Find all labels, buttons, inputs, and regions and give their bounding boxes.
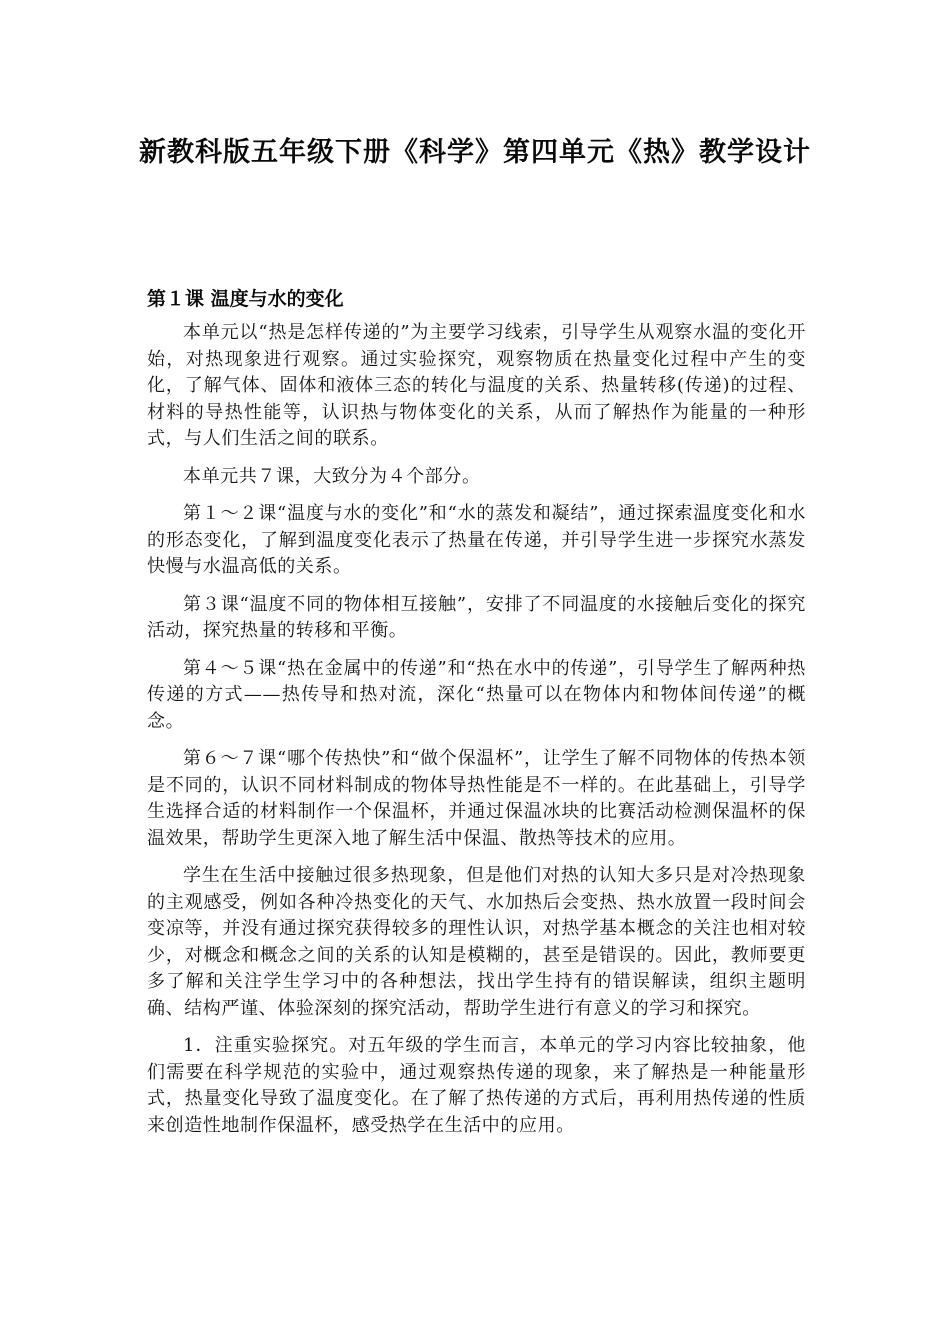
paragraph: 1．注重实验探究。对五年级的学生而言，本单元的学习内容比较抽象，他们需要在科学规范的实验中，通过观察热传递的现象，来了解热是一种能量形式，热量变化导致了温度变化。在了解了热传递的方式后，再利用热传递的性质来创造性地制作保温杯，感受热学在生活中的应用。	[147, 1035, 806, 1136]
document-body	[147, 320, 806, 1150]
paragraph: 本单元以“热是怎样传递的”为主要学习线索，引导学生从观察水温的变化开始，对热现象进行观察。通过实验探究，观察物质在热量变化过程中产生的变化，了解气体、固体和液体三态的转化与温度的关系、热量转移(传递)的过程、材料的导热性能等，认识热与物体变化的关系，从而了解热作为能量的一种形式，与人们生活之间的联系。	[147, 322, 806, 449]
paragraph: 第３课“温度不同的物体相互接触”，安排了不同温度的水接触后变化的探究活动，探究热量的转移和平衡。	[147, 593, 806, 641]
paragraph: 第１～２课“温度与水的变化”和“水的蒸发和凝结”，通过探索温度变化和水的形态变化，了解到温度变化表示了热量在传递，并引导学生进一步探究水蒸发快慢与水温高低的关系。	[147, 503, 806, 577]
paragraph: 本单元共７课，大致分为４个部分。	[183, 465, 481, 487]
document-title: 新教科版五年级下册《科学》第四单元《热》教学设计	[139, 137, 811, 168]
lesson-heading: 第１课 温度与水的变化	[147, 288, 344, 310]
paragraph: 第６～７课“哪个传热快”和“做个保温杯”，让学生了解不同物体的传热本领是不同的，认识不同材料制成的物体导热性能是不一样的。在此基础上，引导学生选择合适的材料制作一个保温杯，并通过保温冰块的比赛活动检测保温杯的保温效果，帮助学生更深入地了解生活中保温、散热等技术的应用。	[147, 748, 806, 849]
paragraph: 学生在生活中接触过很多热现象，但是他们对热的认知大多只是对冷热现象的主观感受，例如各种冷热变化的天气、水加热后会变热、热水放置一段时间会变凉等，并没有通过探究获得较多的理性认识，对热学基本概念的关注也相对较少，对概念和概念之间的关系的认知是模糊的，甚至是错误的。因此，教师要更多了解和关注学生学习中的各种想法，找出学生持有的错误解读，组织主题明确、结构严谨、体验深刻的探究活动，帮助学生进行有意义的学习和探究。	[147, 865, 806, 1019]
paragraph: 第４～５课“热在金属中的传递”和“热在水中的传递”，引导学生了解两种热传递的方式——热传导和热对流，深化“热量可以在物体内和物体间传递”的概念。	[147, 657, 806, 732]
